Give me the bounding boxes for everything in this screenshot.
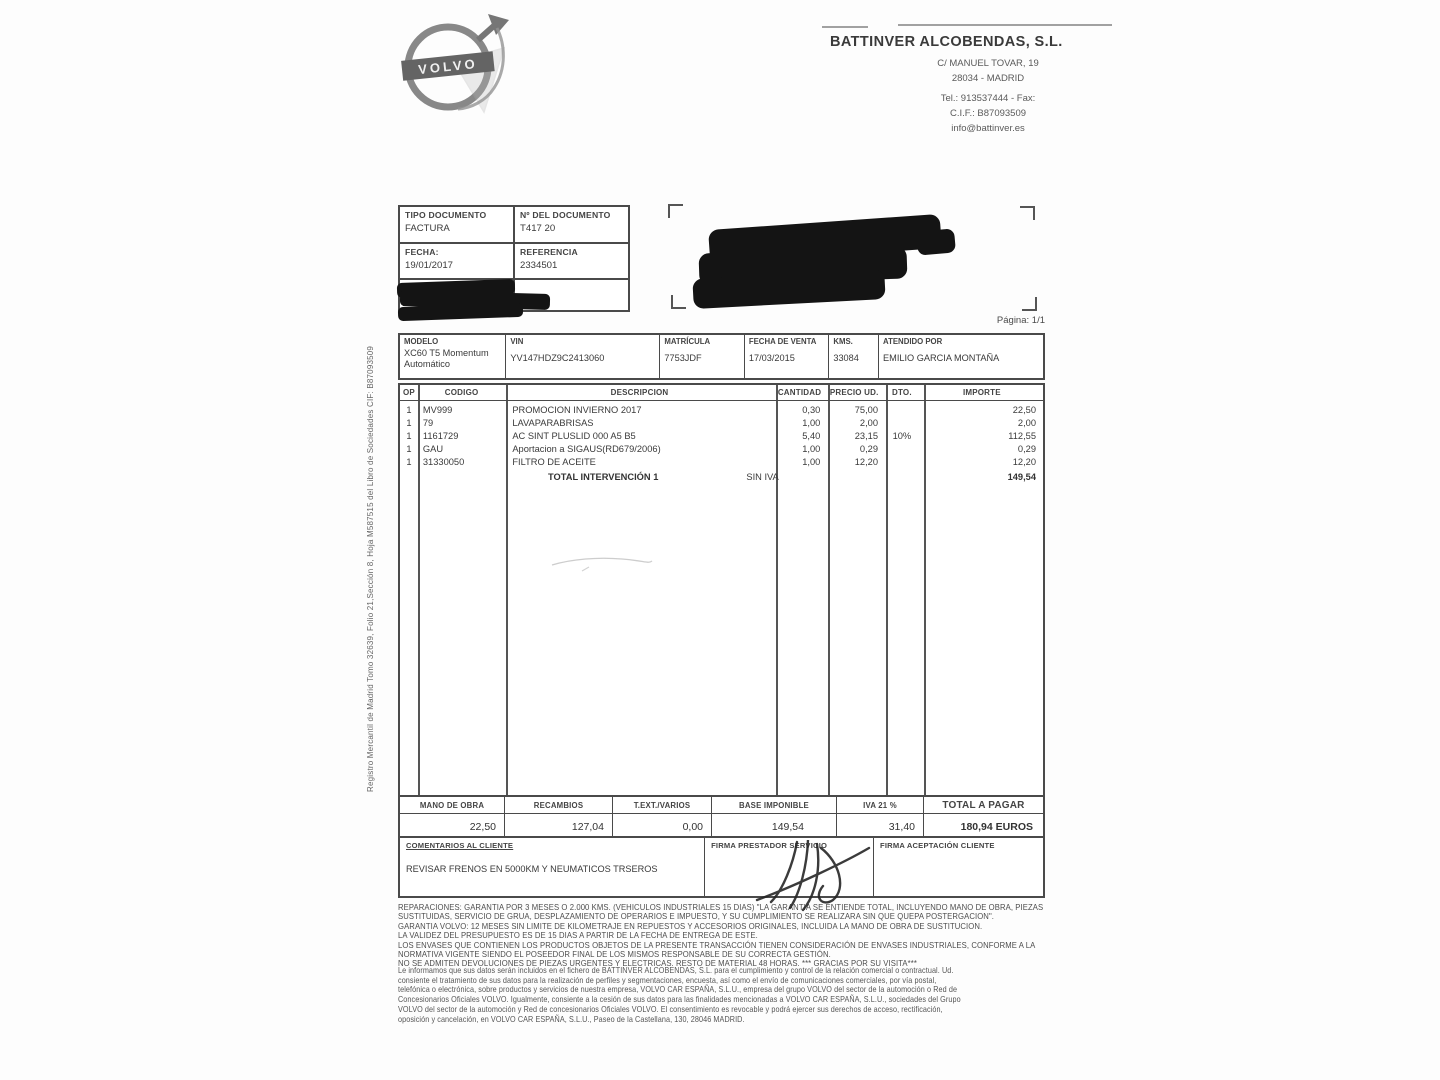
legal-line: NO SE ADMITEN DEVOLUCIONES DE PIEZAS URGENTES Y ELECTRICAS. RESTO DE MATERIAL 48 HORAS. *** GRACIAS POR SU VISITA*** (398, 959, 917, 969)
vehicle-col-value: XC60 T5 Momentum Automático (404, 348, 489, 369)
item-dto: 10% (892, 430, 912, 441)
referencia-label: REFERENCIA (520, 247, 578, 257)
vehicle-col-label: FECHA DE VENTA (748, 337, 817, 346)
firma-cliente-cell (874, 838, 1043, 896)
vehicle-col-label: ATENDIDO POR (883, 337, 943, 346)
redaction-mark (665, 198, 1037, 313)
legal-line: GARANTIA VOLVO: 12 MESES SIN LIMITE DE KILOMETRAJE EN REPUESTOS Y ACCESORIOS ORIGINALES, INCLUIDA LA MANO DE OBRA DE SUSTITUCION. (398, 921, 983, 931)
comments-cell (400, 838, 705, 896)
comments-text: REVISAR FRENOS EN 5000KM Y NEUMATICOS TRSEROS (406, 864, 658, 874)
vehicle-col-label: MODELO (404, 337, 439, 346)
signature-scribble (745, 840, 895, 925)
table-row (400, 456, 1043, 469)
privacy-line: consiente el tratamiento de sus datos para la realización de perfiles y segmentaciones, encuesta, así como el envío de comunicaciones comerciales, por vía postal, (398, 975, 937, 985)
legal-line: REPARACIONES: GARANTIA POR 3 MESES O 2.000 KMS. (VEHICULOS INDUSTRIALES 15 DIAS) "LA GARANTIA SE ENTIENDE TOTAL, INCLUYENDO MANO DE OBRA, PIEZAS (398, 903, 1044, 912)
item-op: 1 (406, 444, 412, 455)
items-header-precio: PRECIO UD. (829, 388, 879, 397)
line-items-table (398, 383, 1045, 795)
item-codigo: 1161729 (422, 430, 459, 441)
item-codigo: GAU (422, 444, 444, 455)
totals-value-varios: 0,00 (613, 814, 712, 839)
item-op: 1 (406, 417, 412, 428)
vehicle-col-value: EMILIO GARCIA MONTAÑA (883, 353, 1000, 363)
item-cantidad: 1,00 (802, 417, 821, 428)
items-header-desc: DESCRIPCION (610, 388, 669, 397)
page-number: Página: 1/1 (996, 315, 1045, 326)
item-precio: 2,00 (859, 417, 879, 428)
totals-header-iva: IVA 21 % (863, 800, 897, 810)
table-row (400, 429, 1043, 442)
item-desc: Aportacion a SIGAUS(RD679/2006) (512, 444, 661, 455)
items-header-codigo: CODIGO (444, 388, 479, 397)
privacy-line: telefónica o electrónica, sobre productos y servicios de nuestra empresa, VOLVO CAR ESPAÑA, S.L.U., empresa del grupo VOLVO del sector de la automoción o Red de (398, 985, 958, 995)
totals-header-total: TOTAL A PAGAR (942, 799, 1025, 811)
totals-header-recambios: RECAMBIOS (533, 800, 584, 810)
privacy-line: VOLVO del sector de la automoción y Red de concesionarios Oficiales VOLVO. El consentimiento es revocable y podrá ejercer sus derechos de acceso, rectificación, (398, 1004, 943, 1014)
comments-signatures-section (398, 838, 1045, 898)
privacy-line: Le informamos que sus datos serán incluidos en el fichero de BATTINVER ALCOBENDAS, S.L. para el cumplimiento y control de la relación comercial o contractual. Ud. (398, 966, 954, 975)
window-corner-mark (1022, 297, 1037, 311)
totals-value-total: 180,94 EUROS (960, 820, 1033, 833)
item-op: 1 (406, 404, 412, 415)
scan-artifact-line (822, 26, 868, 28)
legal-line: LA VALIDEZ DEL PRESUPUESTO ES DE 15 DIAS A PARTIR DE LA FECHA DE ENTREGA DE ESTE. (398, 931, 758, 941)
totals-header-varios: T.EXT./VARIOS (633, 800, 691, 810)
referencia-value: 2334501 (520, 260, 558, 271)
total-intervention-row (400, 470, 1043, 483)
items-rows (400, 403, 1043, 469)
vehicle-col-label: MATRÍCULA (664, 337, 711, 346)
vehicle-col-label: VIN (510, 337, 524, 346)
vehicle-col-label: KMS. (833, 337, 853, 346)
company-details (868, 56, 1108, 136)
totals-header-row (400, 797, 1043, 814)
totals-header-mano: MANO DE OBRA (419, 800, 485, 810)
volvo-logo-icon (396, 12, 514, 124)
recipient-address-window (665, 198, 1037, 313)
num-documento-label: Nº DEL DOCUMENTO (520, 210, 611, 220)
company-email: info@battinver.es (951, 123, 1025, 134)
item-desc: FILTRO DE ACEITE (512, 457, 596, 468)
item-importe: 112,55 (1008, 430, 1037, 441)
firma-cliente-label: FIRMA ACEPTACIÓN CLIENTE (880, 841, 995, 850)
legal-line: NORMATIVA VIGENTE SIENDO EL POSEEDOR FINAL DE LOS MISMOS RESPONSABLE DE SU CORRECTA GESTIÓN. (398, 950, 831, 960)
item-cantidad: 1,00 (802, 444, 821, 455)
vehicle-col-value: 33084 (833, 353, 859, 363)
fecha-label: FECHA: (405, 247, 439, 257)
vehicle-col-value: YV147HDZ9C2413060 (510, 353, 605, 363)
item-desc: PROMOCION INVIERNO 2017 (512, 404, 642, 415)
company-address-line: 28034 - MADRID (951, 73, 1025, 84)
legal-fine-print (398, 903, 1044, 969)
company-header (830, 34, 1063, 50)
item-op: 1 (406, 457, 412, 468)
table-row (400, 416, 1043, 429)
tipo-documento-value: FACTURA (405, 223, 450, 234)
item-cantidad: 1,00 (802, 457, 821, 468)
totals-value-iva: 31,40 (837, 814, 924, 839)
tipo-documento-label: TIPO DOCUMENTO (405, 210, 487, 220)
privacy-line: oposición y cancelación, en VOLVO CAR ESPAÑA, S.L.U., Paseo de la Castellana, 130, 28046 MADRID. (398, 1014, 745, 1024)
totals-value-mano: 22,50 (400, 814, 505, 839)
item-cantidad: 5,40 (802, 430, 821, 441)
item-precio: 23,15 (854, 430, 879, 441)
table-row (400, 443, 1043, 456)
item-importe: 12,20 (1012, 457, 1037, 468)
total-intervention-value: 149,54 (1007, 471, 1036, 482)
vehicle-info-table (398, 333, 1045, 380)
item-codigo: 79 (422, 417, 434, 428)
privacy-line: Concesionarios Oficiales VOLVO. Igualmente, consiente a la cesión de sus datos para las finalidades mencionadas a VOLVO CAR ESPAÑA, S.L.U., sociedades del Grupo (398, 995, 961, 1005)
table-row (400, 403, 1043, 416)
company-phone: Tel.: 913537444 - Fax: (940, 93, 1036, 104)
items-header-importe: IMPORTE (962, 388, 1001, 397)
svg-text:VOLVO: VOLVO (417, 55, 479, 78)
totals-table (398, 795, 1045, 838)
vehicle-col-value: 17/03/2015 (748, 353, 795, 363)
totals-value-recambios: 127,04 (505, 814, 613, 839)
num-documento-value: T417 20 (520, 223, 556, 234)
totals-values-row (400, 814, 1043, 839)
items-header-op: OP (402, 388, 415, 397)
pencil-scan-mark (548, 553, 658, 580)
item-desc: LAVAPARABRISAS (512, 417, 594, 428)
sin-iva-note: SIN IVA (746, 471, 779, 482)
item-op: 1 (406, 430, 412, 441)
total-intervention-label: TOTAL INTERVENCIÓN 1 (548, 471, 659, 482)
window-corner-mark (671, 295, 686, 309)
legal-line: SUSTITUIDAS, SERVICIO DE GRUA, DESPLAZAMIENTO DE OPERARIOS E IMPUESTO, Y SU CUMPLIMIENTO SE REALIZARA SIN QUE QUEPA POSTERGACION". (398, 912, 995, 922)
items-header-cantidad: CANTIDAD (777, 388, 822, 397)
items-header-row (400, 385, 1043, 401)
comments-label: COMENTARIOS AL CLIENTE (406, 841, 514, 850)
item-importe: 2,00 (1017, 417, 1037, 428)
legal-line: LOS ENVASES QUE CONTIENEN LOS PRODUCTOS OBJETOS DE LA PRESENTE TRANSACCIÓN TIENEN CONSIDERACIÓN DE ENVASES INDUSTRIALES, CONFORME A LA (398, 940, 1036, 950)
scan-artifact-line (898, 24, 1112, 26)
item-precio: 0,29 (859, 444, 879, 455)
items-header-dto: DTO. (891, 388, 912, 397)
window-corner-mark (1020, 206, 1035, 220)
fecha-value: 19/01/2017 (405, 260, 454, 271)
totals-value-base: 149,54 (712, 814, 837, 839)
item-cantidad: 0,30 (802, 404, 821, 415)
registro-mercantil-text: Registro Mercantil de Madrid Tomo 32639, Folio 21,Sección 8, Hoja M587515 del Libro de Sociedades CIF: B87093509 (366, 345, 375, 792)
totals-header-base: BASE IMPONIBLE (739, 800, 809, 810)
company-address-line: C/ MANUEL TOVAR, 19 (937, 58, 1039, 69)
item-importe: 0,29 (1017, 444, 1037, 455)
item-desc: AC SINT PLUSLID 000 A5 B5 (512, 430, 636, 441)
company-cif: C.I.F.: B87093509 (949, 108, 1027, 119)
window-corner-mark (668, 204, 683, 218)
item-precio: 12,20 (854, 457, 879, 468)
vehicle-col-value: 7753JDF (664, 353, 702, 363)
item-codigo: 31330050 (422, 457, 465, 468)
item-codigo: MV999 (422, 404, 453, 415)
item-importe: 22,50 (1012, 404, 1037, 415)
item-precio: 75,00 (854, 404, 879, 415)
firma-prestador-label: FIRMA PRESTADOR SERVICIO (711, 841, 828, 850)
privacy-fine-print (398, 966, 1045, 1024)
document-info-box (398, 205, 630, 312)
company-name: BATTINVER ALCOBENDAS, S.L. (830, 34, 1063, 50)
